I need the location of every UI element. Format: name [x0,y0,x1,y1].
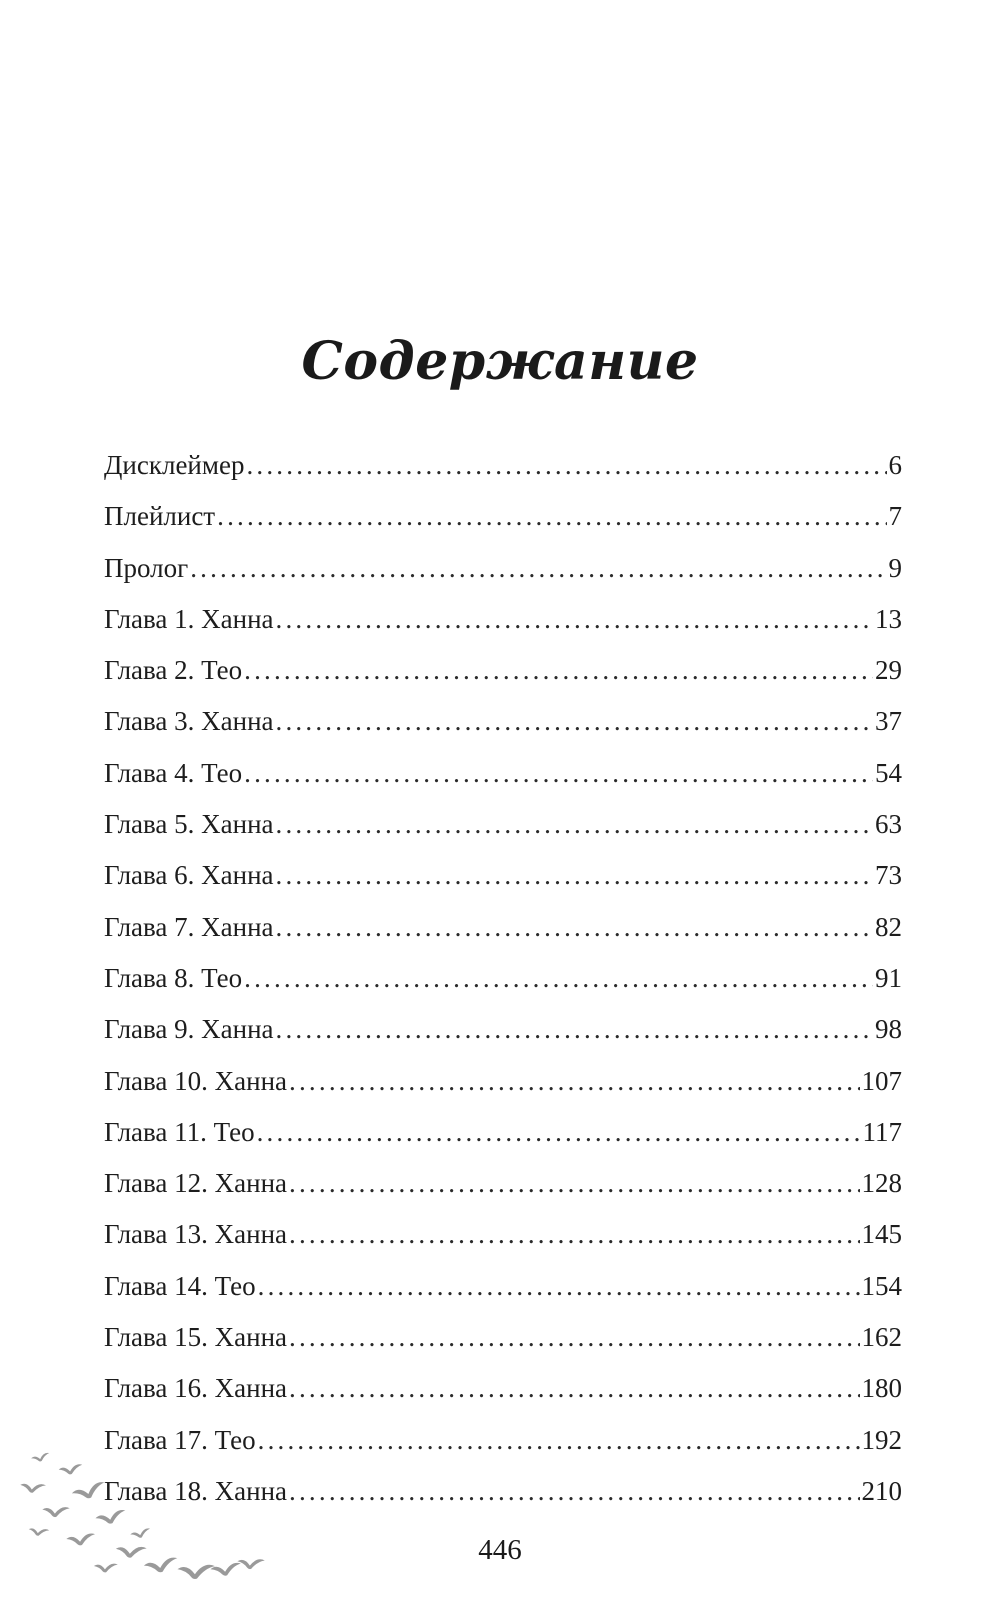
toc-entry-title: Плейлист [104,501,216,532]
toc-entry-page: 82 [875,911,902,942]
toc-dot-leader [217,491,886,542]
toc-entry [104,1004,902,1055]
bird-icon [31,1452,51,1462]
toc-entry [104,1056,902,1107]
toc-entry-title: Глава 5. Ханна [104,809,274,840]
toc-entry-page: 73 [875,860,902,891]
toc-entry-title: Глава 1. Ханна [104,603,274,634]
toc-entry-page: 29 [875,655,902,686]
bird-icon [58,1464,83,1475]
toc-entry-title: Пролог [104,552,189,583]
toc-entry [104,440,902,491]
toc-entry-title: Глава 14. Тео [104,1270,256,1301]
toc-entry [104,491,902,542]
toc-entry [104,748,902,799]
toc-dot-leader [246,440,886,491]
toc-dot-leader [276,594,873,645]
toc-entry-title: Глава 16. Ханна [104,1373,288,1404]
toc-entry-title: Глава 18. Ханна [104,1475,288,1506]
toc-entry [104,850,902,901]
toc-entry-title: Глава 15. Ханна [104,1322,288,1353]
toc-entry-title: Глава 9. Ханна [104,1014,274,1045]
toc-entry [104,953,902,1004]
toc-dot-leader [289,1363,859,1414]
toc-dot-leader [258,1261,860,1312]
toc-dot-leader [289,1209,859,1260]
toc-entry-title: Глава 13. Ханна [104,1219,288,1250]
toc-entry-page: 145 [861,1219,902,1250]
toc-entry-page: 13 [875,603,902,634]
toc-dot-leader [257,1107,861,1158]
flying-birds-icon [10,1440,280,1600]
toc-entry-page: 162 [861,1322,902,1353]
toc-entry-page: 91 [875,962,902,993]
toc-entry-page: 37 [875,706,902,737]
toc-entry-title: Глава 12. Ханна [104,1168,288,1199]
toc-entry-page: 54 [875,757,902,788]
toc-entry-title: Глава 17. Тео [104,1424,256,1455]
toc-entry [104,1363,902,1414]
toc-entry [104,1261,902,1312]
toc-entry-page: 210 [861,1475,902,1506]
toc-dot-leader [244,748,873,799]
toc-entry-page: 9 [888,552,902,583]
toc-entry-title: Глава 6. Ханна [104,860,274,891]
page-number: 446 [478,1534,522,1566]
toc-dot-leader [276,902,873,953]
toc-entry-title: Глава 7. Ханна [104,911,274,942]
toc-entry [104,645,902,696]
toc-entry-title: Глава 2. Тео [104,655,243,686]
bird-icon [42,1506,70,1519]
toc-dot-leader [276,696,873,747]
toc-entry-page: 6 [888,450,902,480]
toc-entry-page: 98 [875,1014,902,1045]
toc-entry-page: 63 [875,809,902,840]
toc-entry-page: 180 [861,1373,902,1404]
toc-entry-title: Глава 11. Тео [104,1116,255,1147]
toc-dot-leader [289,1312,859,1363]
page-title: Содержание [301,330,699,392]
toc-entry [104,696,902,747]
toc-dot-leader [258,1415,860,1466]
toc-dot-leader [276,850,873,901]
toc-dot-leader [289,1466,859,1517]
toc-entry [104,1107,902,1158]
toc-dot-leader [244,645,873,696]
toc-entry [104,1158,902,1209]
toc-dot-leader [289,1056,859,1107]
toc-entry [104,799,902,850]
toc-dot-leader [244,953,873,1004]
toc-entry-title: Глава 4. Тео [104,757,243,788]
bird-icon [19,1481,46,1494]
toc-entry-page: 128 [861,1168,902,1199]
toc-entry-page: 117 [862,1116,902,1147]
toc-entry-title: Дисклеймер [104,450,245,480]
toc-dot-leader [276,1004,873,1055]
toc-entry [104,543,902,594]
toc-entry-title: Глава 3. Ханна [104,706,274,737]
toc-entry [104,1209,902,1260]
toc-entry-page: 154 [861,1270,902,1301]
toc-entry [104,594,902,645]
toc-entry-page: 7 [888,501,902,532]
toc-entry-title: Глава 8. Тео [104,962,243,993]
toc-dot-leader [190,543,886,594]
table-of-contents [104,440,902,1517]
toc-entry [104,902,902,953]
toc-entry-page: 192 [861,1424,902,1455]
bird-icon [71,1481,107,1501]
toc-entry-page: 107 [861,1065,902,1096]
toc-entry [104,1312,902,1363]
toc-dot-leader [276,799,873,850]
toc-entry-title: Глава 10. Ханна [104,1065,288,1096]
toc-dot-leader [289,1158,859,1209]
bird-icon [95,1510,127,1526]
